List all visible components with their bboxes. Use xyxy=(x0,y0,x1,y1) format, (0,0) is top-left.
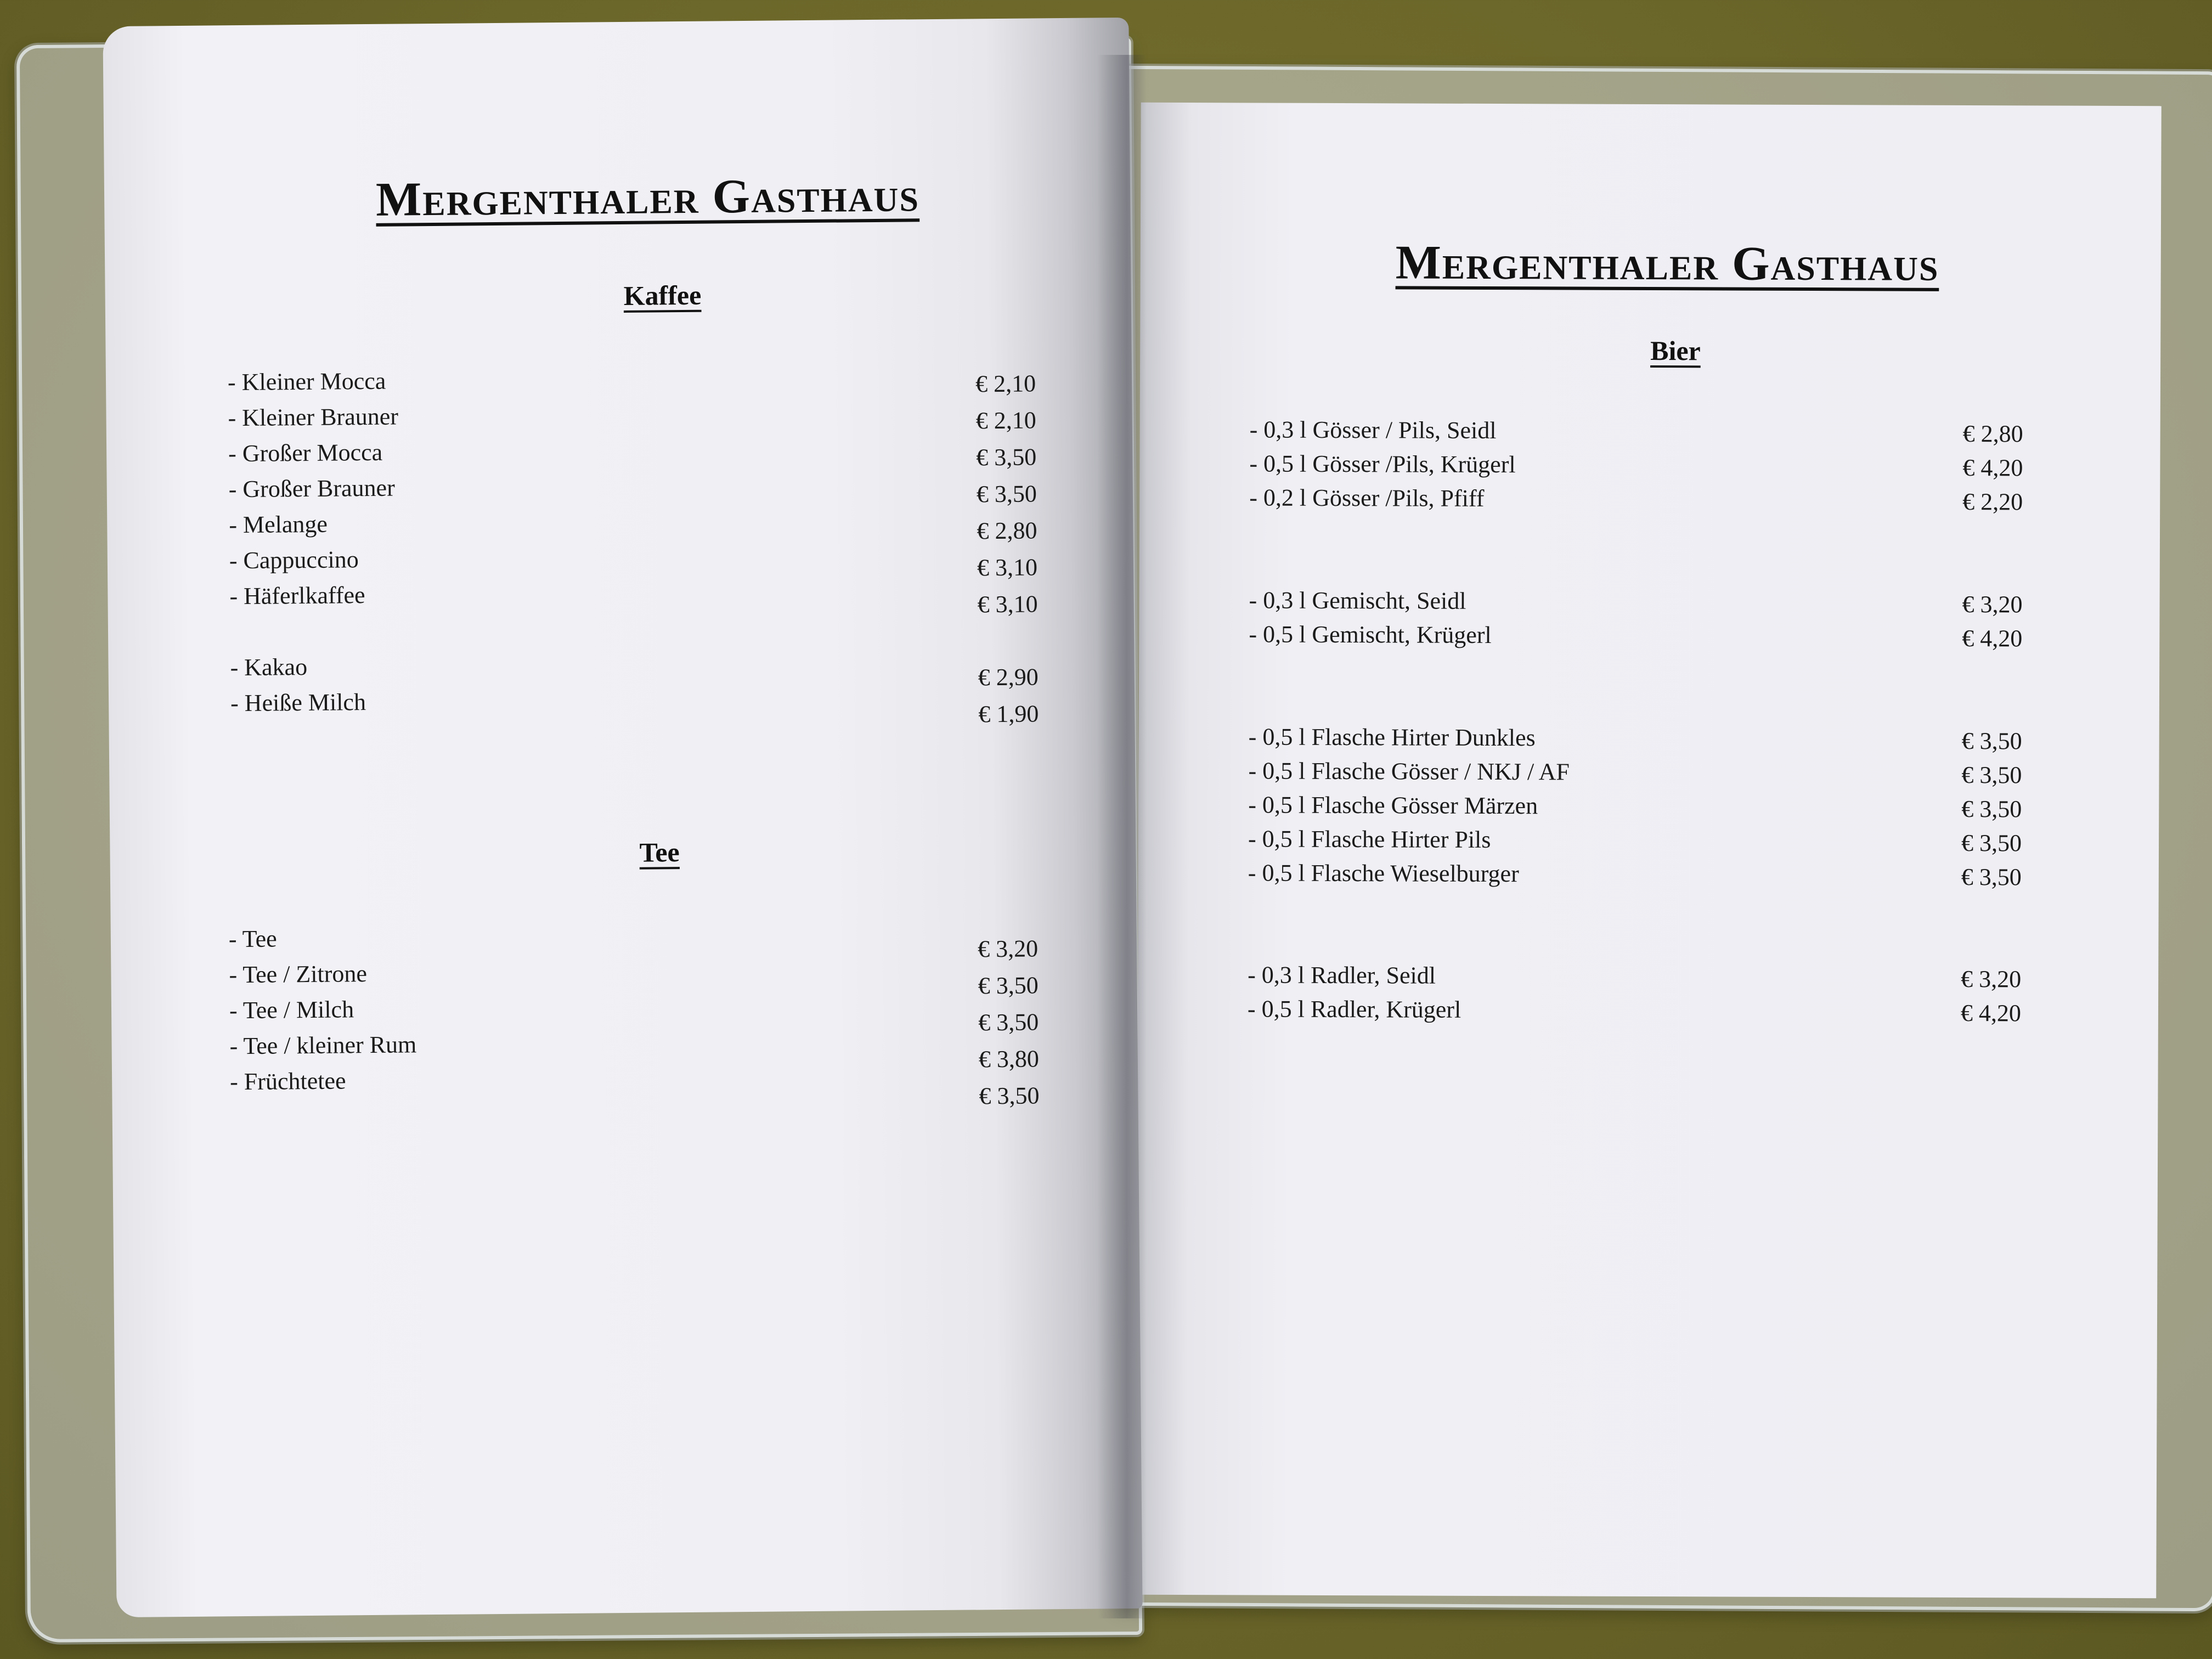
menu-item-price: € 1,90 xyxy=(978,700,1039,728)
menu-item-price: € 3,50 xyxy=(1961,863,2022,891)
menu-item-price: € 3,50 xyxy=(979,1082,1040,1110)
menu-item-price: € 3,50 xyxy=(978,972,1039,1000)
menu-item-price: € 3,50 xyxy=(1961,761,2022,789)
menu-item-price: € 2,90 xyxy=(978,663,1039,691)
menu-item-price: € 3,20 xyxy=(1961,965,2022,993)
menu-item-price: € 3,50 xyxy=(976,480,1037,508)
menu-item-name: - Tee xyxy=(228,925,277,953)
section-heading-bier: Bier xyxy=(1650,335,1701,366)
menu-item-name: - Kleiner Brauner xyxy=(228,403,399,432)
menu-item-name: - Häferlkaffee xyxy=(229,582,365,610)
menu-item-name: - 0,3 l Gösser / Pils, Seidl xyxy=(1249,416,1497,444)
menu-item-price: € 3,50 xyxy=(1961,795,2022,823)
menu-item-name: - 0,5 l Flasche Gösser / NKJ / AF xyxy=(1248,757,1570,786)
menu-item-price: € 2,10 xyxy=(975,407,1036,435)
page-title: Mergenthaler Gasthaus xyxy=(1395,236,1939,291)
menu-item-name: - Tee / Milch xyxy=(229,996,354,1024)
menu-item-name: - 0,2 l Gösser /Pils, Pfiff xyxy=(1249,484,1485,512)
menu-item-price: € 2,80 xyxy=(1962,420,2023,448)
menu-item-price: € 2,10 xyxy=(975,370,1036,398)
menu-item-name: - Großer Brauner xyxy=(228,474,395,503)
section-heading-tee: Tee xyxy=(639,837,680,868)
menu-item-name: - Melange xyxy=(229,510,328,539)
menu-item-price: € 3,50 xyxy=(1961,829,2022,857)
page-title: Mergenthaler Gasthaus xyxy=(375,168,920,227)
book-fold-shadow xyxy=(1097,55,1147,1618)
menu-item-name: - 0,5 l Flasche Hirter Dunkles xyxy=(1248,723,1536,752)
menu-item-price: € 3,10 xyxy=(977,554,1038,582)
menu-item-price: € 4,20 xyxy=(1962,454,2023,482)
menu-item-name: - 0,3 l Gemischt, Seidl xyxy=(1249,586,1466,614)
left-menu-page xyxy=(103,18,1142,1617)
menu-item-name: - 0,5 l Radler, Krügerl xyxy=(1247,995,1462,1023)
menu-item-name: - Kleiner Mocca xyxy=(227,367,386,396)
menu-item-price: € 3,10 xyxy=(977,590,1038,618)
menu-item-price: € 2,20 xyxy=(1962,488,2023,516)
section-heading-kaffee: Kaffee xyxy=(623,279,702,311)
menu-item-price: € 3,20 xyxy=(1962,590,2023,618)
menu-item-price: € 3,50 xyxy=(976,443,1037,471)
menu-item-name: - Cappuccino xyxy=(229,546,359,574)
menu-item-name: - Tee / Zitrone xyxy=(229,960,368,989)
menu-item-name: - Früchtetee xyxy=(229,1067,346,1096)
menu-item-price: € 3,20 xyxy=(977,935,1039,963)
menu-item-price: € 3,50 xyxy=(1961,727,2022,755)
menu-item-name: - 0,5 l Flasche Gösser Märzen xyxy=(1248,791,1538,820)
menu-item-name: - Kakao xyxy=(230,653,308,681)
menu-item-name: - 0,5 l Flasche Wieselburger xyxy=(1248,859,1519,888)
menu-item-price: € 4,20 xyxy=(1960,999,2022,1027)
menu-item-name: - Großer Mocca xyxy=(228,438,383,467)
menu-item-price: € 3,80 xyxy=(978,1045,1040,1073)
menu-item-name: - 0,5 l Gösser /Pils, Krügerl xyxy=(1249,450,1516,478)
menu-item-name: - 0,5 l Gemischt, Krügerl xyxy=(1249,620,1492,648)
menu-item-name: - Tee / kleiner Rum xyxy=(229,1031,417,1060)
menu-item-price: € 4,20 xyxy=(1962,624,2023,652)
menu-item-price: € 3,50 xyxy=(978,1008,1039,1036)
right-menu-page xyxy=(1136,103,2161,1598)
menu-item-price: € 2,80 xyxy=(977,517,1037,545)
menu-item-name: - 0,5 l Flasche Hirter Pils xyxy=(1248,825,1491,853)
menu-item-name: - Heiße Milch xyxy=(230,689,366,717)
menu-item-name: - 0,3 l Radler, Seidl xyxy=(1248,961,1436,989)
